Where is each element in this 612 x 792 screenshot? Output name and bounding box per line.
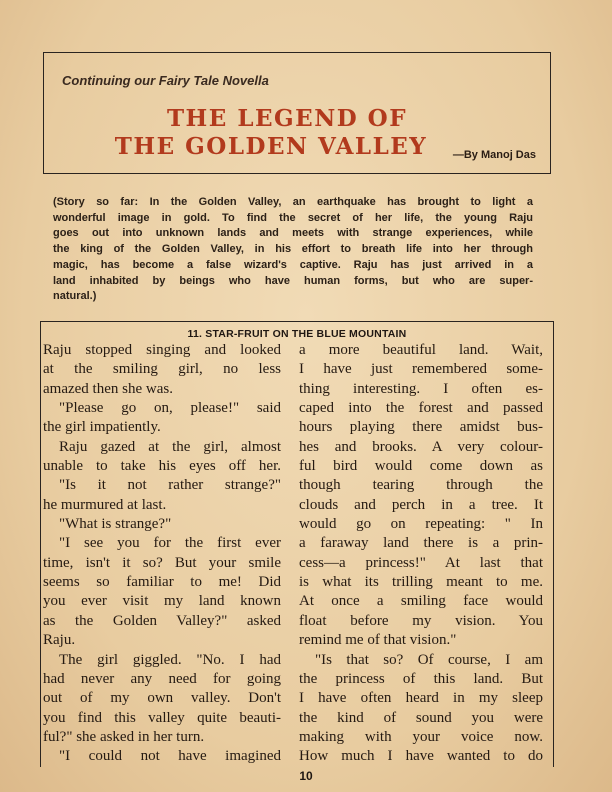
text-line: the princess of this land. But <box>299 670 543 687</box>
text-line: as the Golden Valley?" asked <box>43 612 281 629</box>
author-byline: —By Manoj Das <box>452 149 536 161</box>
text-column-right <box>299 341 543 767</box>
text-line: Raju gazed at the girl, almost <box>59 438 281 455</box>
text-line: ful bird would come down as <box>299 458 543 475</box>
text-line: "I could not have imagined <box>59 748 281 765</box>
text-line: the girl impatiently. <box>43 419 161 436</box>
summary-line: land inhabited by beings who have human forms, but who are super- <box>53 274 533 287</box>
text-line: he murmured at last. <box>43 496 167 513</box>
story-frame <box>40 321 554 767</box>
text-line: hes and brooks. A very colour- <box>299 438 543 455</box>
text-line: would go on repeating: " In <box>299 516 543 533</box>
text-line: out of my own valley. Don't <box>43 690 281 707</box>
text-line: "Is that so? Of course, I am <box>315 651 543 668</box>
text-line: clouds and perch in a tree. It <box>299 496 543 513</box>
series-label: Continuing our Fairy Tale Novella <box>62 73 269 88</box>
text-line: the kind of sound you were <box>299 709 543 726</box>
text-line: The girl giggled. "No. I had <box>59 651 281 668</box>
text-column-left <box>43 341 281 767</box>
chapter-heading: 11. STAR-FRUIT ON THE BLUE MOUNTAIN <box>187 328 407 340</box>
text-line: At once a smiling face would <box>299 593 543 610</box>
text-line: thing interesting. I often es- <box>299 380 543 397</box>
page-number: 10 <box>299 769 313 783</box>
text-line: "I see you for the first ever <box>59 535 281 552</box>
text-line: How much I have wanted to do <box>299 748 543 765</box>
story-title-line-2: THE GOLDEN VALLEY <box>114 133 428 160</box>
summary-line: magic, has become a false wizard's captive. Raju has just arrived in a <box>53 258 533 271</box>
title-box <box>43 52 551 174</box>
text-line: a faraway land there is a prin- <box>299 535 543 552</box>
text-line: remind me of that vision." <box>299 632 457 649</box>
text-line: cess—a princess!" At last that <box>299 554 543 571</box>
text-line: "What is strange?" <box>59 516 172 533</box>
text-line: I have just remembered some- <box>299 361 543 378</box>
text-line: unable to take his eyes off her. <box>43 458 281 475</box>
summary-line: wonderful image in gold. To find the secret of her life, the young Raju <box>53 211 533 224</box>
text-line: a more beautiful land. Wait, <box>299 342 543 358</box>
summary-line: natural.) <box>53 290 97 303</box>
summary-line: goes out into unknown lands and meets with strange experiences, while <box>53 227 533 240</box>
text-line: you find this valley quite beauti- <box>43 709 281 726</box>
text-line: I have often heard in my sleep <box>299 690 543 707</box>
text-line: "Is it not rather strange?" <box>59 477 281 494</box>
text-line: you ever visit my land known <box>43 593 281 610</box>
text-line: Raju. <box>43 632 76 649</box>
text-line: hours playing there amidst bus- <box>299 419 543 436</box>
story-summary <box>53 195 533 305</box>
text-line: Raju stopped singing and looked <box>43 342 281 358</box>
story-title-line-1: THE LEGEND OF <box>166 105 408 132</box>
text-line: "Please go on, please!" said <box>59 400 281 417</box>
text-line: float before my vision. You <box>299 612 543 629</box>
summary-line: (Story so far: In the Golden Valley, an earthquake has brought to light a <box>53 196 533 208</box>
text-line: caped into the forest and passed <box>299 400 543 417</box>
summary-line: the king of the Golden Valley, in his effort to breath life into her through <box>53 243 533 256</box>
text-line: had never any need for going <box>43 670 281 687</box>
text-line: seems so familiar to me! Did <box>43 574 281 591</box>
text-line: ful?" she asked in her turn. <box>43 728 205 745</box>
text-line: though tearing through the <box>299 477 543 494</box>
text-line: making with your voice now. <box>299 728 543 745</box>
text-line: is what its trilling meant to me. <box>299 574 543 591</box>
text-line: at the smiling girl, no less <box>43 361 281 378</box>
text-line: amazed then she was. <box>43 380 173 397</box>
text-line: time, isn't it so? But your smile <box>43 554 281 571</box>
